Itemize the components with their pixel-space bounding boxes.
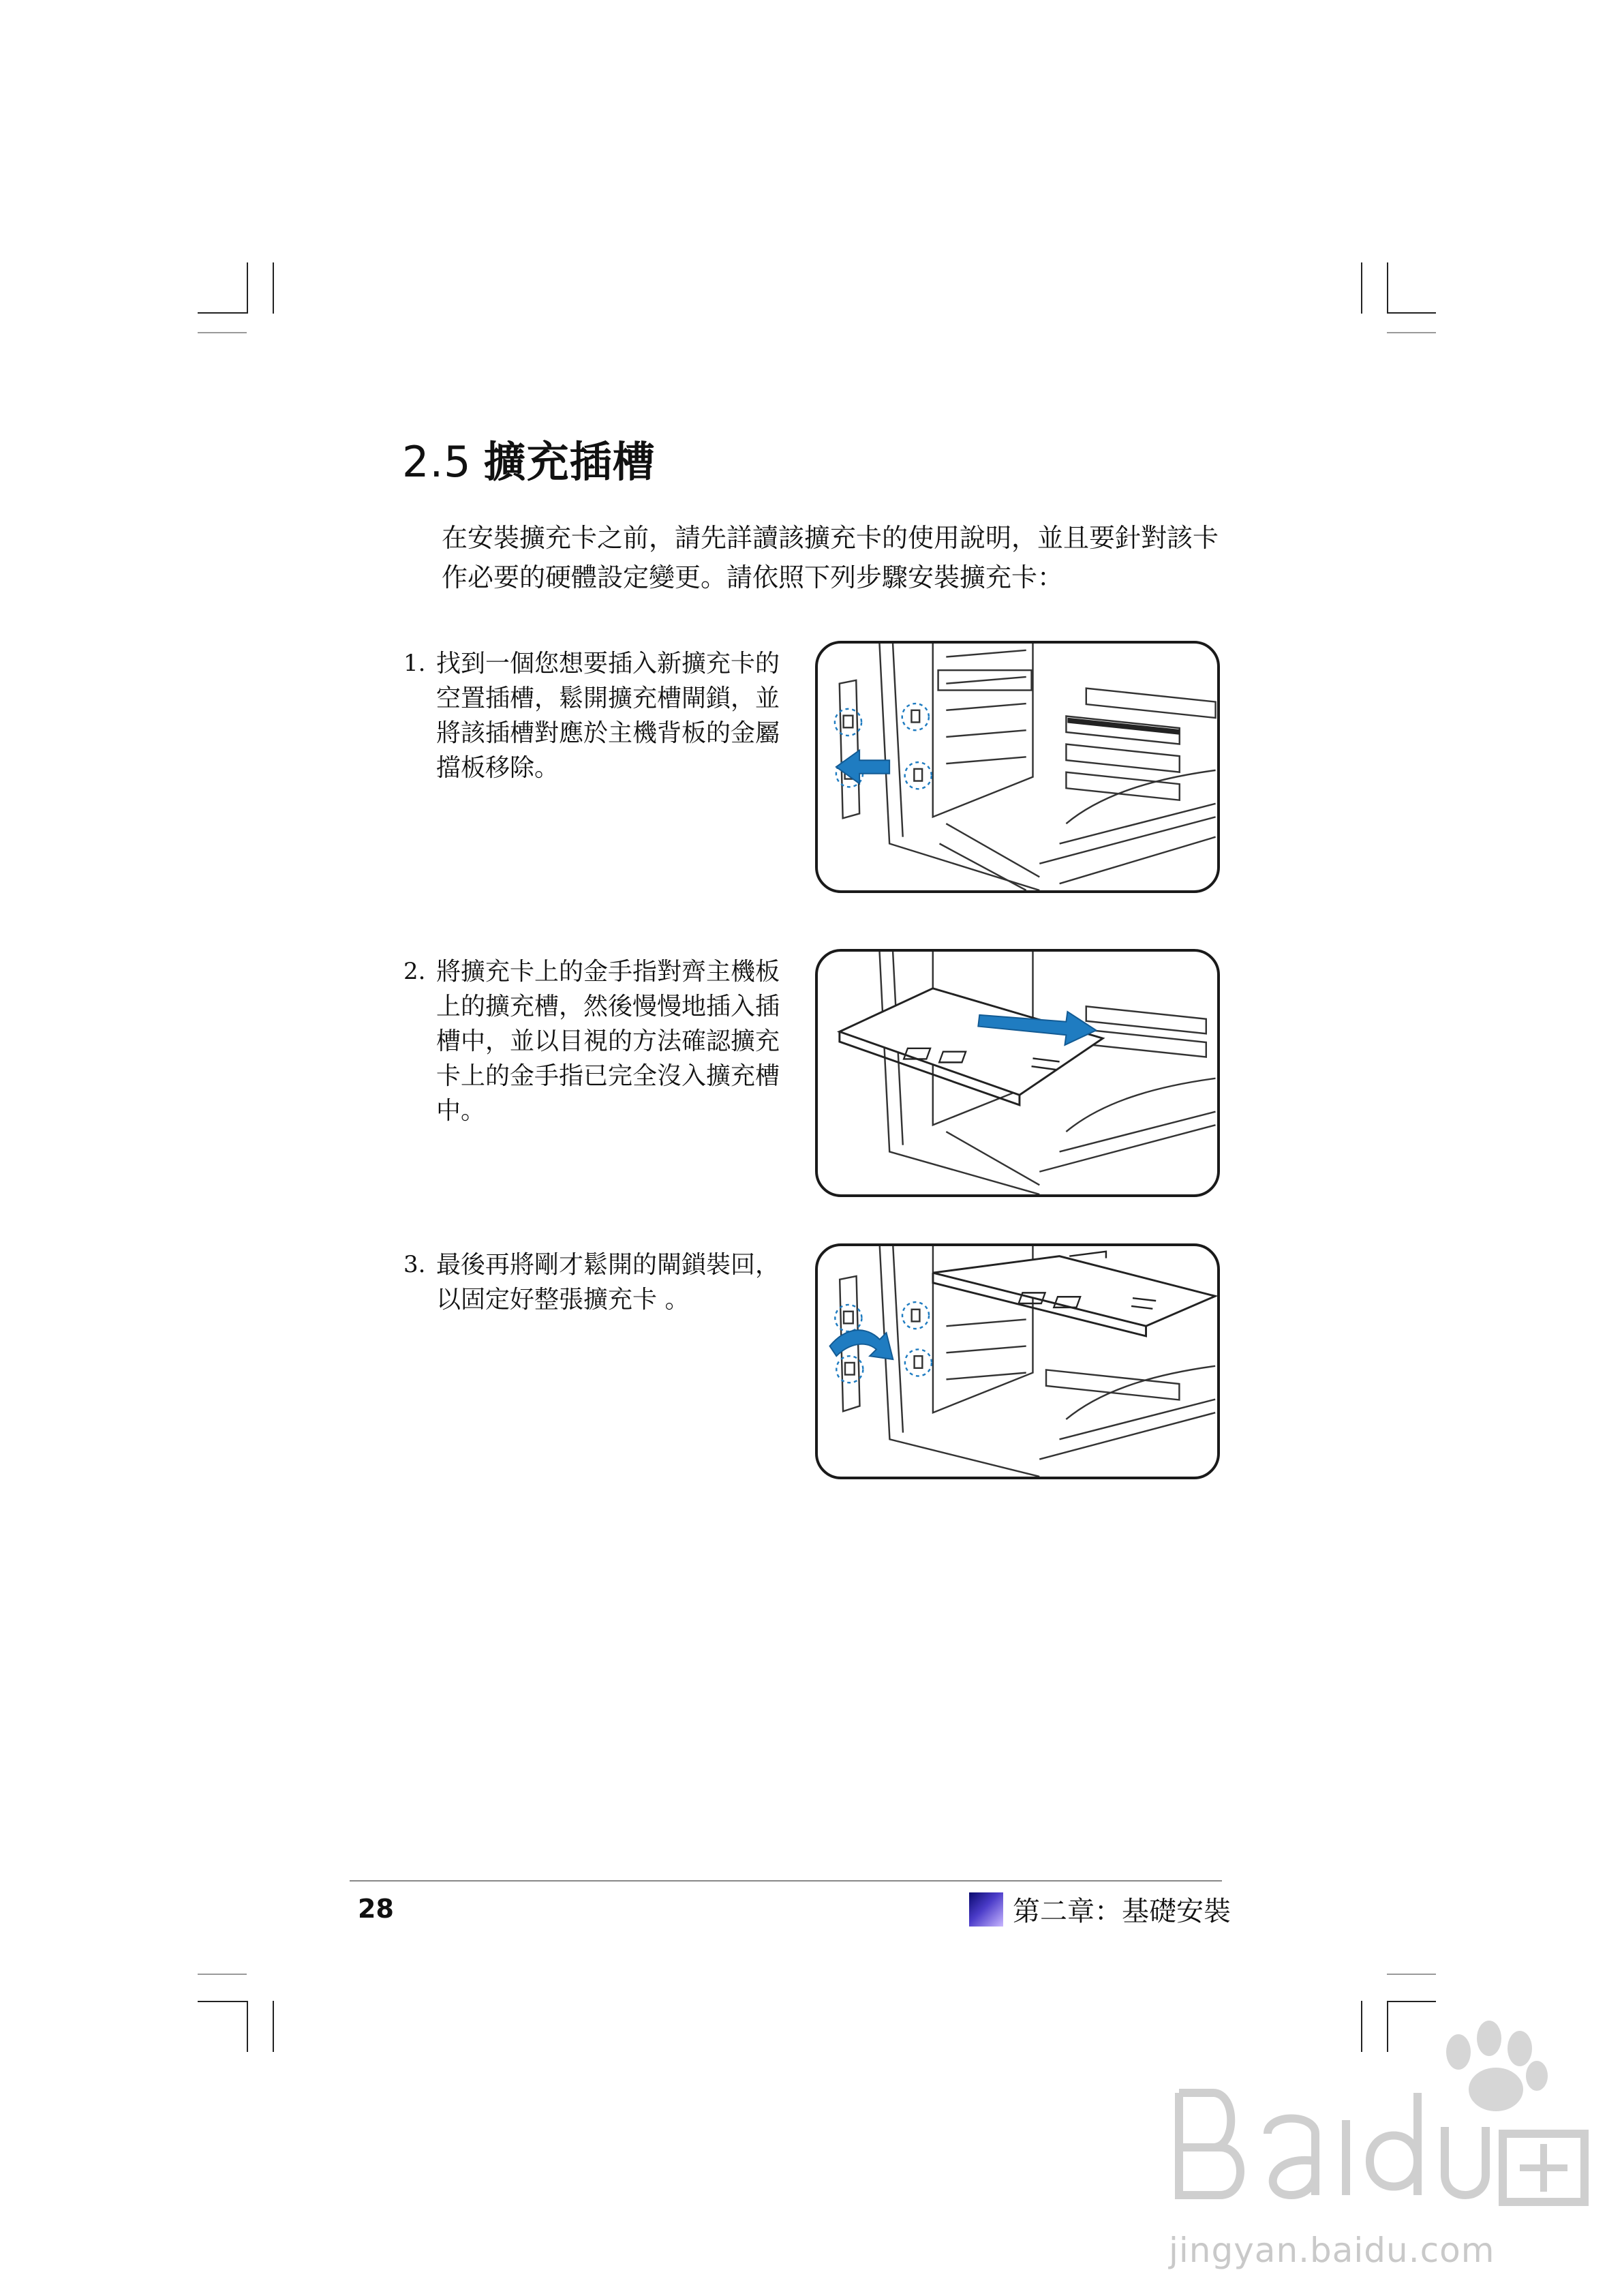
crop-mark [247,262,248,314]
crop-mark [247,2001,248,2052]
step-text: 最後再將剛才鬆開的閘鎖裝回，以固定好整張擴充卡 。 [436,1251,780,1314]
crop-mark [1387,332,1436,333]
chassis-illustration [818,644,1217,890]
chapter-title: 第二章：基礎安裝 [1013,1896,1231,1927]
crop-mark [198,332,247,333]
figure-remove-bracket [815,641,1220,893]
step-number: 3. [403,1251,426,1278]
step-2 [403,954,800,1128]
baidu-logo-watermark [1159,1997,1595,2263]
section-heading [402,428,656,489]
step-number: 2. [403,958,426,985]
crop-mark [1387,262,1388,314]
footer-divider [350,1880,1222,1882]
step-text: 將擴充卡上的金手指對齊主機板上的擴充槽，然後慢慢地插入插槽中，並以目視的方法確認擴充卡上的金手指已完全沒入擴充槽中。 [436,958,780,1125]
figure-insert-card [815,949,1220,1197]
step-text: 找到一個您想要插入新擴充卡的空置插槽，鬆開擴充槽閘鎖，並將該插槽對應於主機背板的金屬擋板移除。 [436,650,780,782]
chapter-badge-icon [969,1892,1003,1927]
crop-mark [1387,1974,1436,1975]
chassis-illustration [818,952,1217,1194]
crop-mark [273,262,274,314]
figure-secure-card [815,1243,1220,1479]
section-title: 擴充插槽 [483,437,656,487]
crop-mark [1361,262,1362,314]
step-3 [403,1248,800,1317]
crop-mark [1387,312,1436,314]
section-number: 2.5 [402,437,472,487]
crop-mark [198,1974,247,1975]
chassis-illustration [818,1246,1217,1477]
crop-mark [273,2001,274,2052]
step-number: 1. [403,650,426,677]
crop-mark [198,2001,247,2002]
page-number: 28 [358,1894,394,1924]
step-1 [403,646,800,785]
crop-mark [198,312,247,314]
watermark-text: jingyan.baidu.com [1169,2231,1495,2270]
intro-paragraph: 在安裝擴充卡之前，請先詳讀該擴充卡的使用說明，並且要針對該卡作必要的硬體設定變更。請依照下列步驟安裝擴充卡： [442,523,1219,592]
